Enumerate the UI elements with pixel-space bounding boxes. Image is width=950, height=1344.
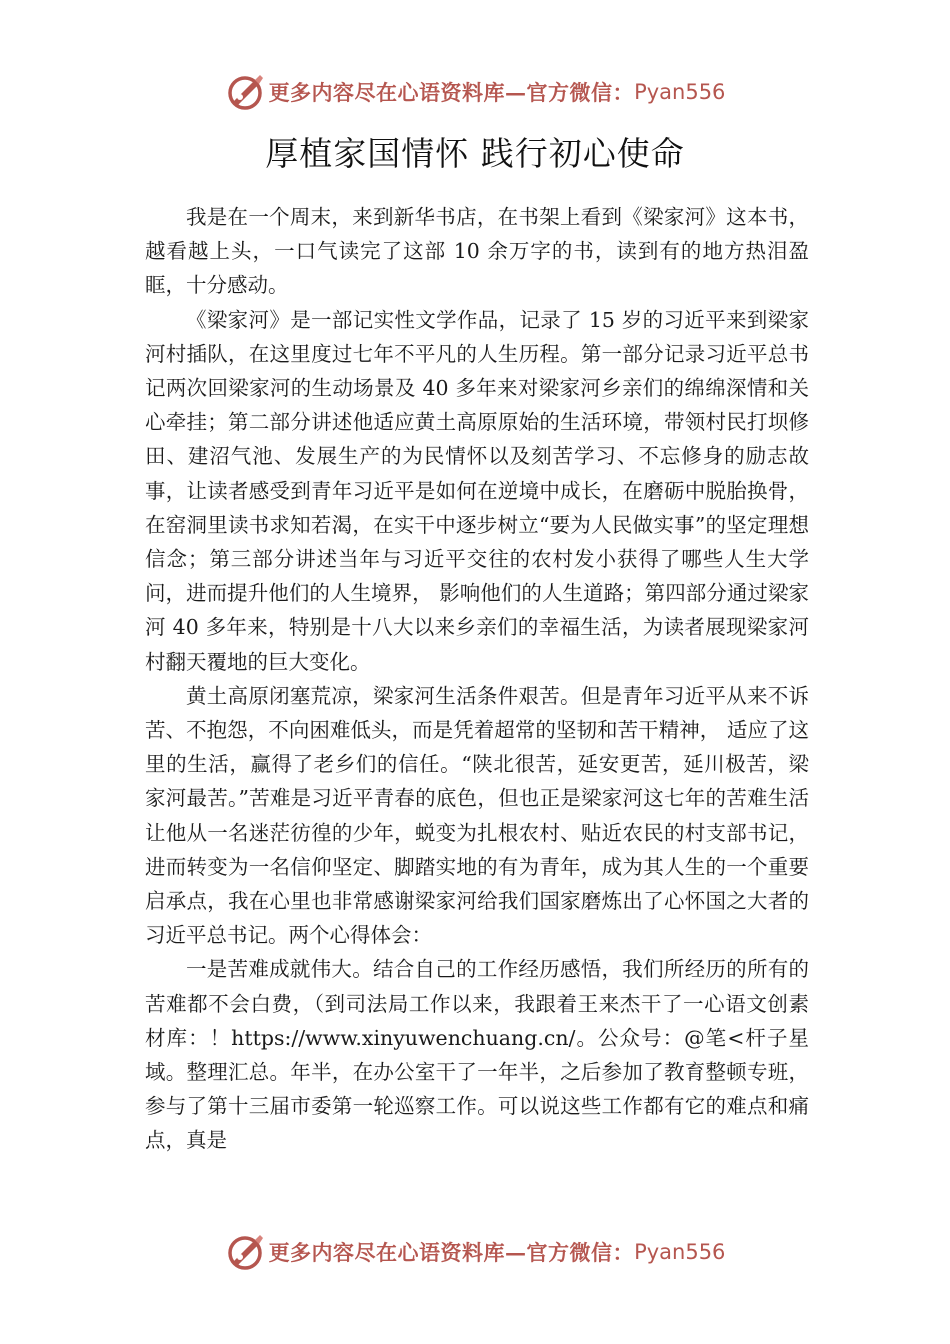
paragraph: 《梁家河》是一部记实性文学作品，记录了 15 岁的习近平来到梁家河村插队，在这里度过七年不平凡的人生历程。第一部分记录习近平总书记两次回梁家河的生动场景及 40 多年来对梁家河乡亲们的绵绵深情和关心牵挂；第二部分讲述他适应黄土高原原始的生活环境，带领村民打坝修田、建沼气池、发展生产的为民情怀以及刻苦学习、不忘修身的励志故事，让读者感受到青年习近平是如何在逆境中成长，在磨砺中脱胎换骨，在窑洞里读书求知若渴，在实干中逐步树立“要为人民做实事”的坚定理想信念；第三部分讲述当年与习近平交往的农村发小获得了哪些人生大学问，进而提升他们的人生境界， 影响他们的人生道路；第四部分通过梁家河 40 多年来，特别是十八大以来乡亲们的幸福生活，为读者展现梁家河村翻天覆地的巨大变化。: [145, 307, 809, 674]
banner-text: 更多内容尽在心语资料库—官方微信：: [268, 1240, 635, 1265]
footer-banner: [0, 1230, 950, 1274]
document-body: [145, 200, 809, 1158]
paragraph: 一是苦难成就伟大。结合自己的工作经历感悟，我们所经历的所有的苦难都不会白费，（到司法局工作以来，我跟着王来杰干了一心语文创素材库：！https://www.xinyuwenchuang.cn/。公众号：@笔<杆子星域。整理汇总。年半，在办公室干了一年半，之后参加了教育整顿专班，参与了第十三届市委第一轮巡察工作。可以说这些工作都有它的难点和痛点，真是: [145, 957, 809, 1153]
banner-text: 更多内容尽在心语资料库—官方微信：: [268, 80, 635, 105]
header-banner: [0, 70, 950, 114]
pen-logo-icon: [225, 72, 265, 112]
banner-wechat-id: Pyan556: [634, 1240, 726, 1264]
banner-wechat-id: Pyan556: [634, 80, 726, 104]
paragraph: 黄土高原闭塞荒凉，梁家河生活条件艰苦。但是青年习近平从来不诉苦、不抱怨，不向困难低头，而是凭着超常的坚韧和苦干精神， 适应了这里的生活，赢得了老乡们的信任。“陕北很苦，延安更苦，延川极苦，梁家河最苦。”苦难是习近平青春的底色，但也正是梁家河这七年的苦难生活让他从一名迷茫彷徨的少年，蜕变为扎根农村、贴近农民的村支部书记，进而转变为一名信仰坚定、脚踏实地的有为青年，成为其人生的一个重要启承点，我在心里也非常感谢梁家河给我们国家磨炼出了心怀国之大者的习近平总书记。两个心得体会：: [145, 683, 809, 948]
document-title: 厚植家国情怀 践行初心使命: [265, 134, 685, 173]
paragraph: 我是在一个周末，来到新华书店，在书架上看到《梁家河》这本书，越看越上头，一口气读完了这部 10 余万字的书，读到有的地方热泪盈眶，十分感动。: [145, 205, 809, 298]
pen-logo-icon: [225, 1232, 265, 1272]
